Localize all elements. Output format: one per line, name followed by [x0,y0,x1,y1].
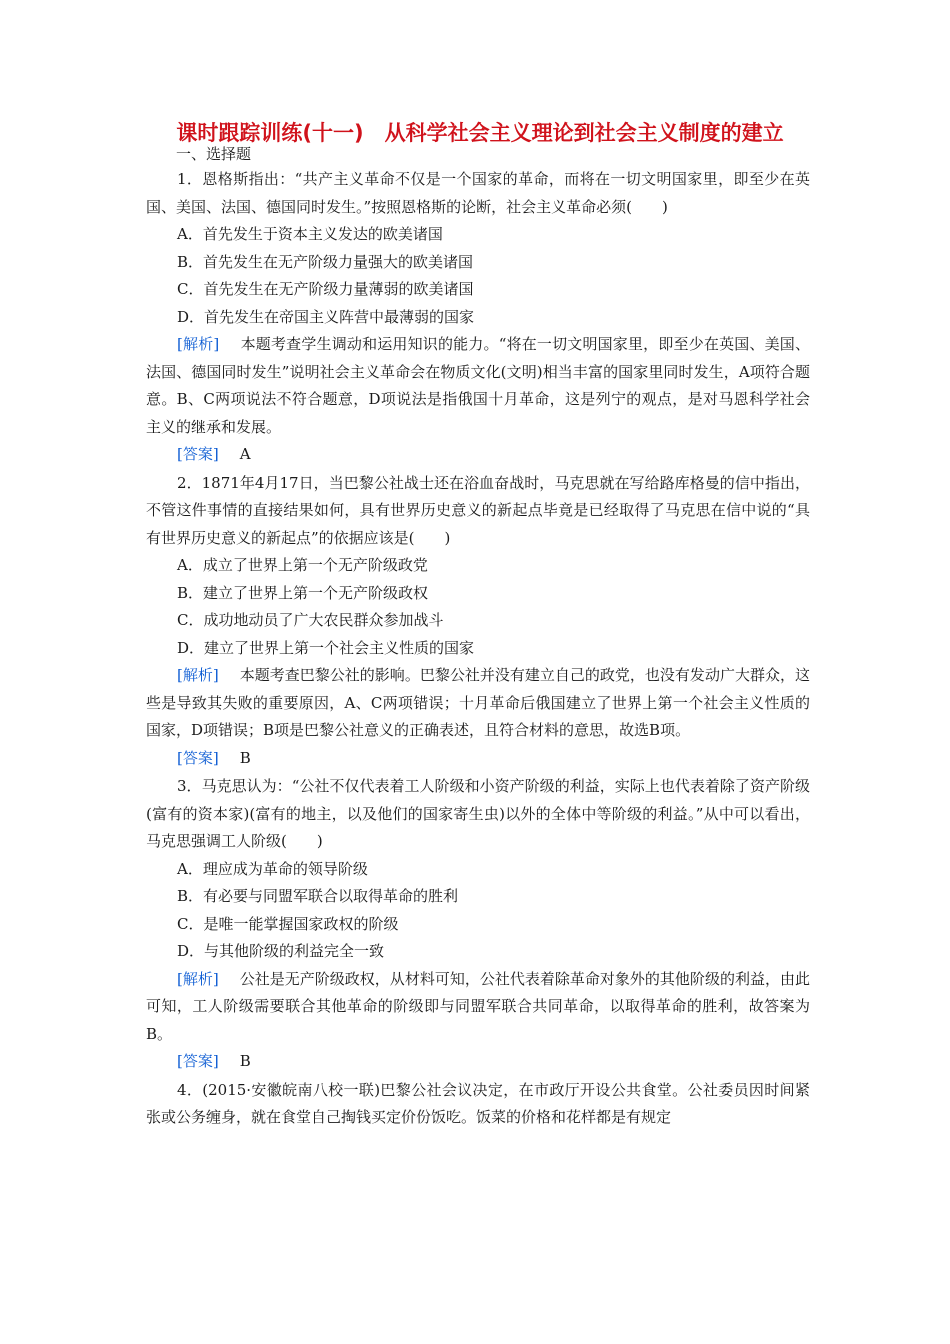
answer-line [146,745,810,773]
document-title: 课时跟踪训练(十一) 从科学社会主义理论到社会主义制度的建立 [176,121,784,145]
analysis-tag: [解析] [177,335,220,353]
question-stem: 1．恩格斯指出：“共产主义革命不仅是一个国家的革命，而将在一切文明国家里，即至少在英国、美国、法国、德国同时发生。”按照恩格斯的论断，社会主义革命必须( ) [146,170,810,216]
option-d: D．与其他阶级的利益完全一致 [177,942,385,960]
question-stem: 3．马克思认为：“公社不仅代表着工人阶级和小资产阶级的利益，实际上也代表着除了资产阶级(富有的资本家)(富有的地主，以及他们的国家寄生虫)以外的全体中等阶级的利益。”从中可以看出，马克思强调工人阶级( ) [146,777,810,850]
option-b: B．首先发生在无产阶级力量强大的欧美诸国 [177,252,474,271]
option-b: B．有必要与同盟军联合以取得革命的胜利 [177,887,459,905]
analysis-text: 公社是无产阶级政权，从材料可知，公社代表着除革命对象外的其他阶级的利益，由此可知，工人阶级需要联合其他革命的阶级即与同盟军联合共同革命，以取得革命的胜利，故答案为B。 [146,969,810,1043]
answer-value: A [239,445,251,463]
answer-tag: [答案] [177,445,219,463]
question-stem: 2．1871年4月17日，当巴黎公社战士还在浴血奋战时，马克思就在写给路库格曼的信中指出，不管这件事情的直接结果如何，具有世界历史意义的新起点毕竟是已经取得了马克思在信中说的“具有世界历史意义的新起点”的依据应该是( ) [146,473,810,547]
analysis-text: 本题考查学生调动和运用知识的能力。“将在一切文明国家里，即至少在英国、美国、法国、德国同时发生”说明社会主义革命会在物质文化(文明)相当丰富的国家里同时发生，A项符合题意。B、C两项说法不符合题意，D项说法是指俄国十月革命，这是列宁的观点，是对马恩科学社会主义的继承和发展。 [146,335,810,436]
option-a: A．成立了世界上第一个无产阶级政党 [177,556,428,574]
question-4 [146,1077,810,1132]
analysis-text: 本题考查巴黎公社的影响。巴黎公社并没有建立自己的政党，也没有发动广大群众，这些是导致其失败的重要原因，A、C两项错误；十月革命后俄国建立了世界上第一个社会主义性质的国家，D项错误；B项是巴黎公社意义的正确表述，且符合材料的意思，故选B项。 [146,666,810,739]
question-stem: 4．(2015·安徽皖南八校一联)巴黎公社会议决定，在市政厅开设公共食堂。公社委员因时间紧张或公务缠身，就在食堂自己掏钱买定价份饭吃。饭菜的价格和花样都是有规定 [146,1080,810,1126]
option-c: C．成功地动员了广大农民群众参加战斗 [177,611,444,629]
option-c: C．是唯一能掌握国家政权的阶级 [177,914,399,933]
answer-line [146,441,810,469]
section-heading: 一、选择题 [176,145,252,163]
answer-line [146,1048,810,1076]
analysis-paragraph [146,662,810,745]
analysis-tag: [解析] [177,666,219,684]
question-3 [146,773,810,1076]
answer-value: B [239,748,251,767]
answer-value: B [239,1052,251,1070]
option-b: B．建立了世界上第一个无产阶级政权 [177,583,429,602]
option-a: A．首先发生于资本主义发达的欧美诸国 [177,225,443,243]
option-d: D．首先发生在帝国主义阵营中最薄弱的国家 [177,307,475,326]
analysis-tag: [解析] [177,969,219,988]
answer-tag: [答案] [177,1052,219,1070]
option-c: C．首先发生在无产阶级力量薄弱的欧美诸国 [177,280,474,298]
document-page [146,118,810,1132]
question-2 [146,470,810,773]
question-1 [146,166,810,469]
analysis-paragraph [146,966,810,1049]
option-a: A．理应成为革命的领导阶级 [177,859,368,878]
option-d: D．建立了世界上第一个社会主义性质的国家 [177,638,475,657]
analysis-paragraph [146,331,810,441]
answer-tag: [答案] [177,748,219,767]
